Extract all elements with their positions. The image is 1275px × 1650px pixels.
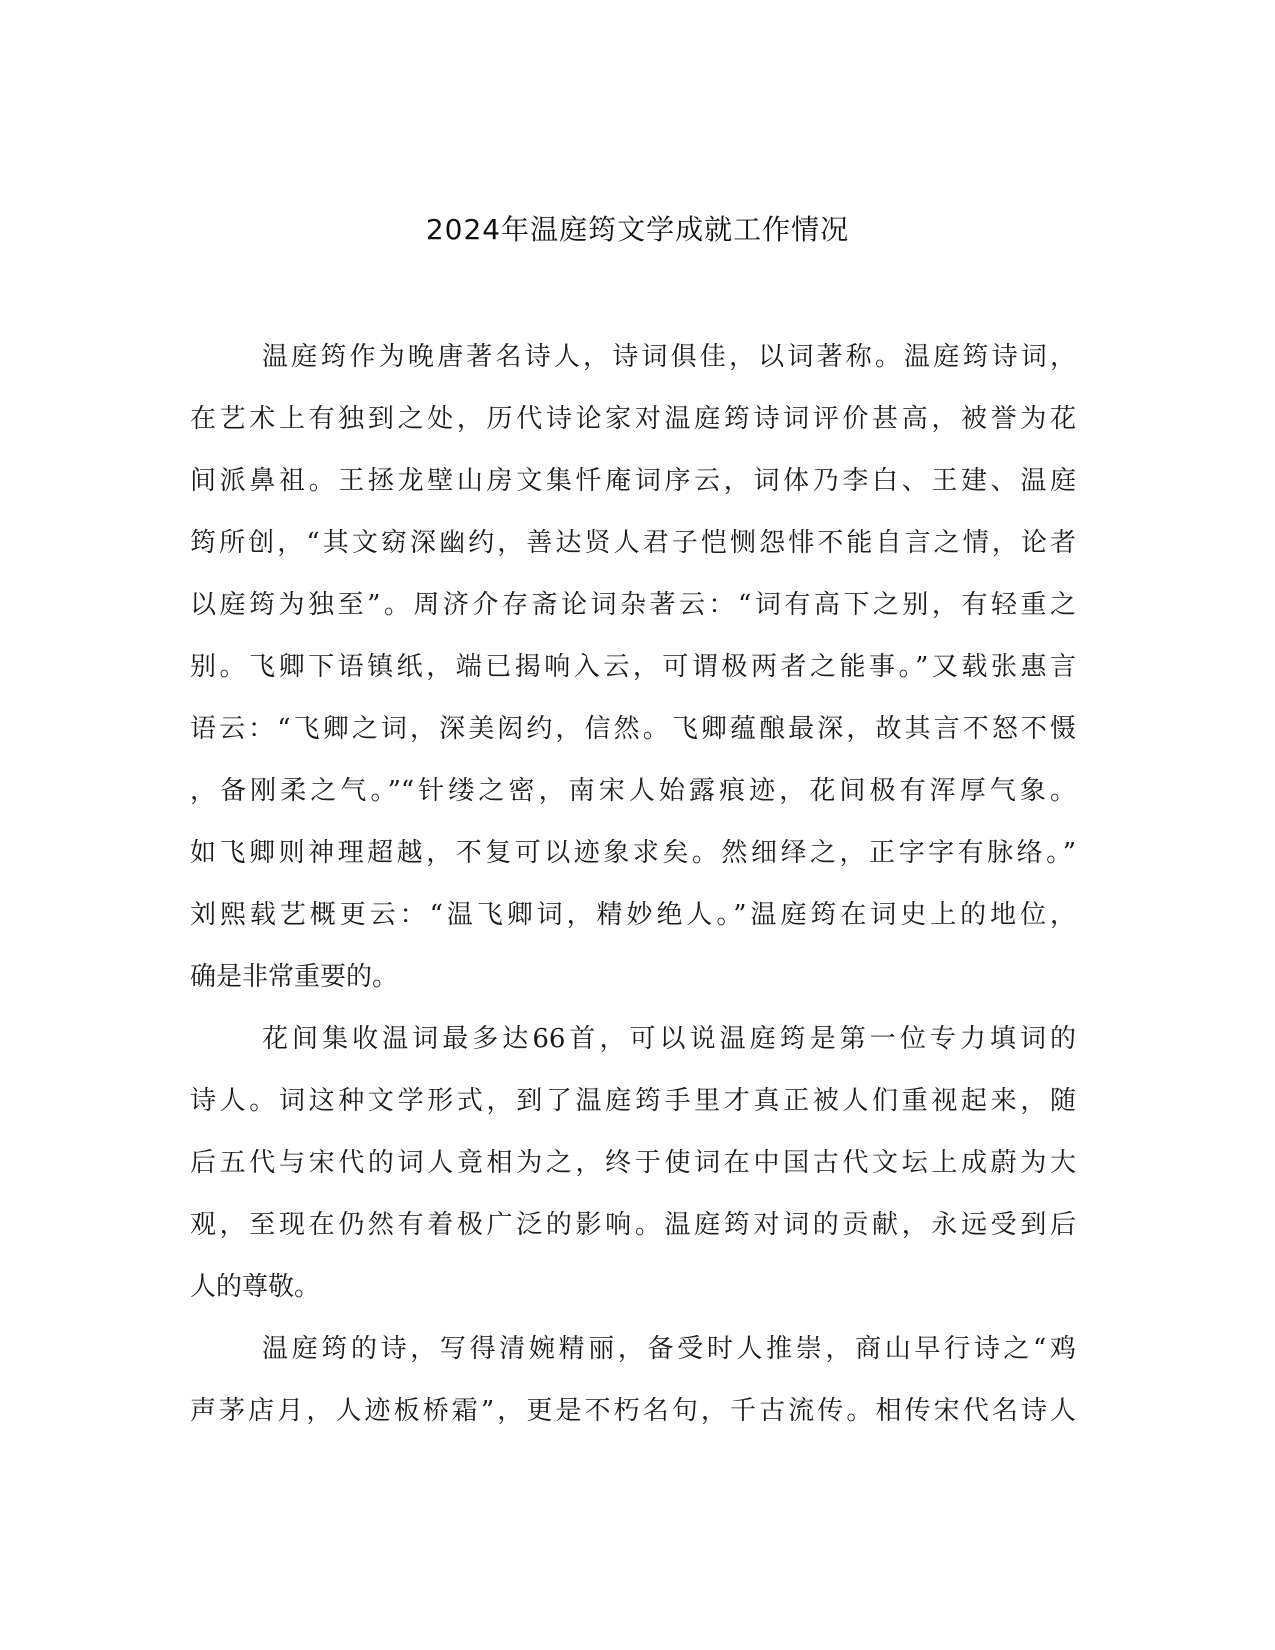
document-body [190,326,1076,1442]
body-text-line: 筠所创，“其文窈深幽约，善达贤人君子恺恻怨悱不能自言之情，论者 [190,528,1076,558]
body-text-line: 声茅店月，人迹板桥霜”，更是不朽名句，千古流传。相传宋代名诗人 [190,1396,1076,1426]
document-title: 2024年温庭筠文学成就工作情况 [425,213,850,246]
body-text-line: 确是非常重要的。 [190,962,399,992]
body-text-line: ，备刚柔之气。”“针缕之密，南宋人始露痕迹，花间极有浑厚气象。 [190,776,1076,806]
body-text-line: 语云：“飞卿之词，深美闳约，信然。飞卿蕴酿最深，故其言不怒不慑 [190,714,1076,744]
body-text-line: 在艺术上有独到之处，历代诗论家对温庭筠诗词评价甚高，被誉为花 [190,404,1076,434]
body-text-line: 温庭筠作为晚唐著名诗人，诗词俱佳，以词著称。温庭筠诗词， [262,342,1076,372]
body-text-line: 以庭筠为独至”。周济介存斋论词杂著云：“词有高下之别，有轻重之 [190,590,1076,620]
body-text-line: 花间集收温词最多达66首，可以说温庭筠是第一位专力填词的 [262,1024,1076,1054]
body-text-line: 观，至现在仍然有着极广泛的影响。温庭筠对词的贡献，永远受到后 [190,1210,1076,1240]
body-text-line: 别。飞卿下语镇纸，端已揭响入云，可谓极两者之能事。”又载张惠言 [190,652,1076,682]
body-text-line: 间派鼻祖。王拯龙壁山房文集忏庵词序云，词体乃李白、王建、温庭 [190,466,1076,496]
body-text-line: 温庭筠的诗，写得清婉精丽，备受时人推崇，商山早行诗之“鸡 [262,1334,1076,1364]
body-text-line: 人的尊敬。 [190,1272,321,1302]
body-text-line: 如飞卿则神理超越，不复可以迹象求矣。然细绎之，正字字有脉络。” [190,838,1076,868]
body-text-line: 后五代与宋代的词人竟相为之，终于使词在中国古代文坛上成蔚为大 [190,1148,1076,1178]
body-text-line: 诗人。词这种文学形式，到了温庭筠手里才真正被人们重视起来，随 [190,1086,1076,1116]
body-text-line: 刘熙载艺概更云：“温飞卿词，精妙绝人。”温庭筠在词史上的地位， [190,900,1076,930]
